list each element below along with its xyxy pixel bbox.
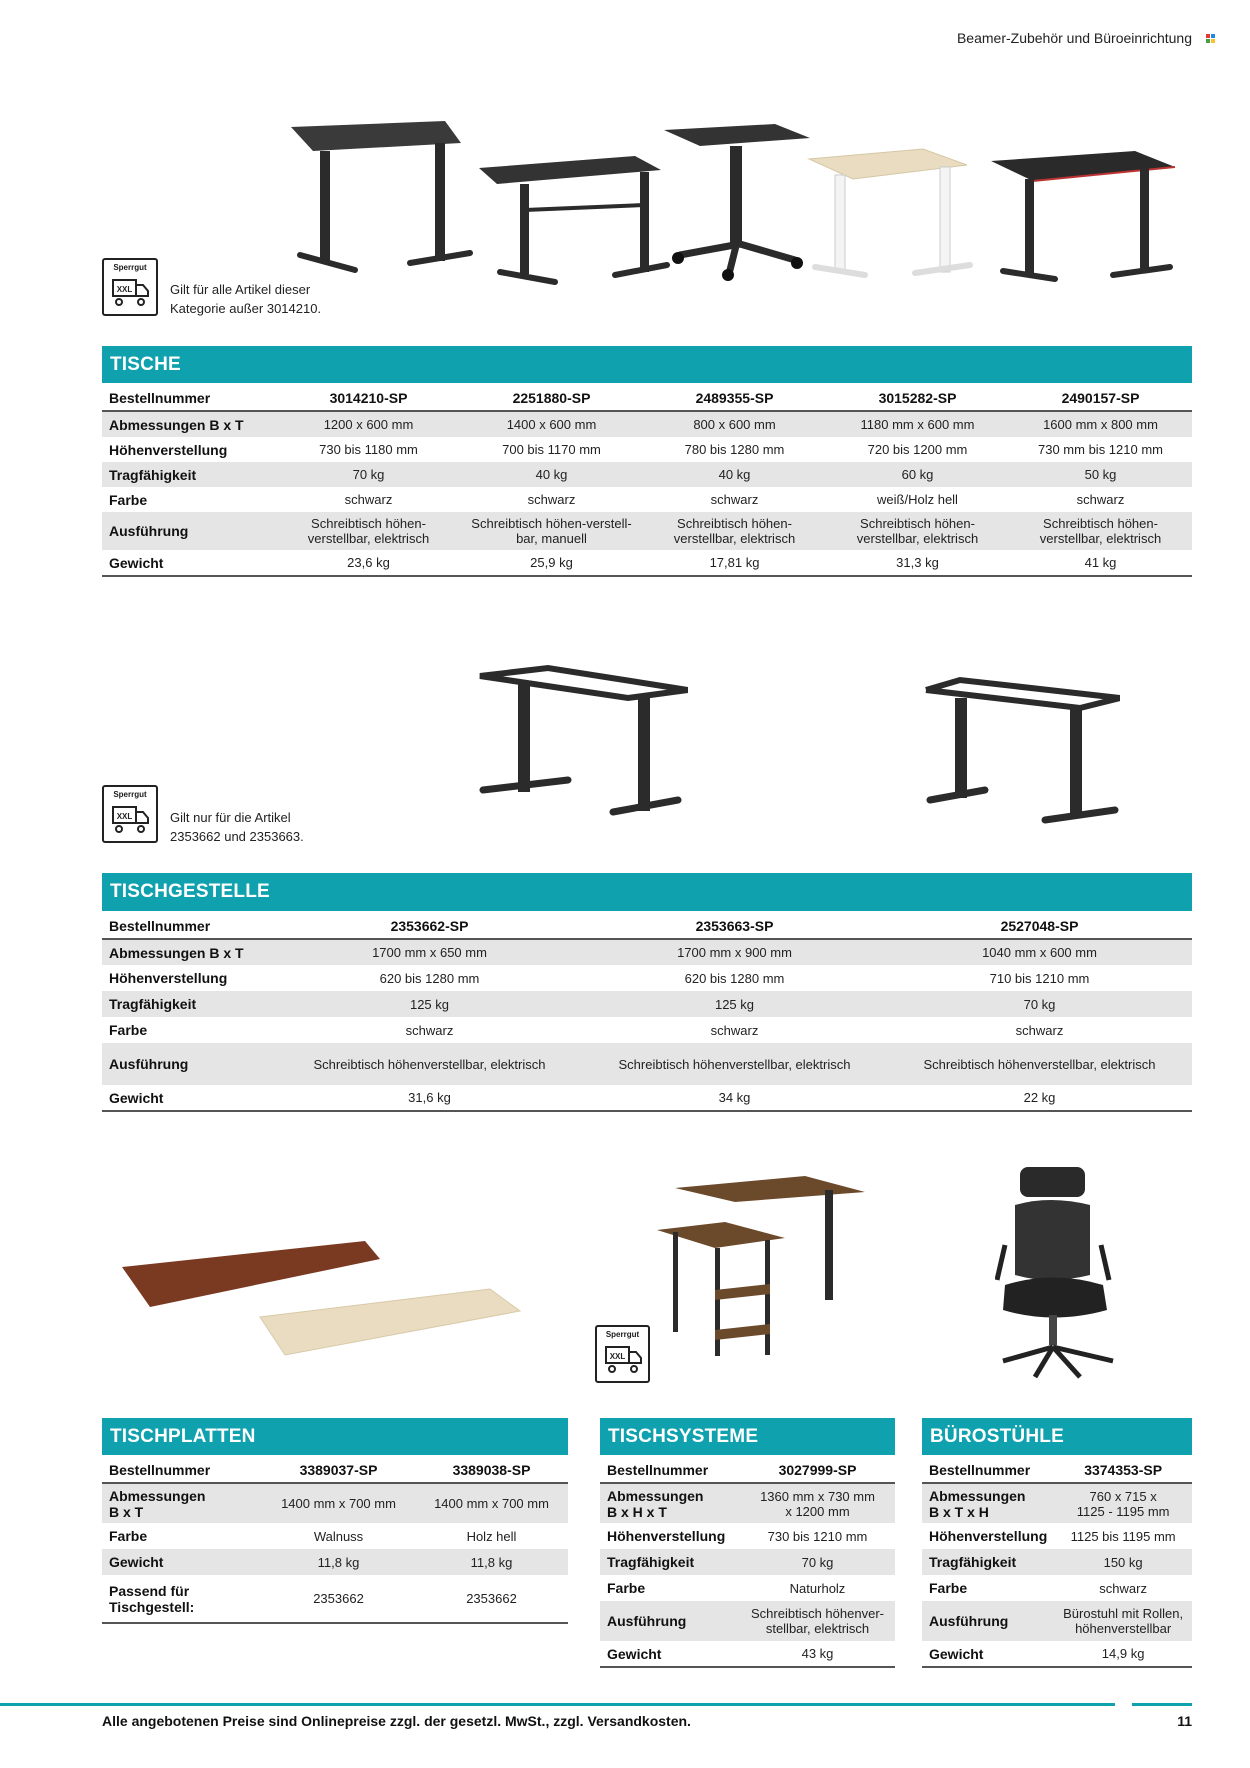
cell-line: Schreibtisch höhen- — [1043, 516, 1158, 531]
footer-line — [0, 1703, 1115, 1706]
sperrgut-badge — [595, 1325, 650, 1383]
tische-badge-note: Gilt für alle Artikel dieser Kategorie außer 3014210. — [170, 282, 322, 316]
row-label: Höhenverstellung — [109, 970, 228, 986]
cell-line: x 1200 mm — [785, 1503, 850, 1519]
cell-value: 31,6 kg — [277, 1085, 582, 1111]
cell-value: 1700 mm x 900 mm — [582, 939, 887, 965]
cell-value — [460, 512, 643, 550]
cell-value: 720 bis 1200 mm — [867, 442, 968, 457]
row-label: Gewicht — [102, 1085, 277, 1111]
cell-value: 125 kg — [277, 991, 582, 1017]
cell-value: Walnuss — [313, 1528, 364, 1544]
cell-value: 620 bis 1280 mm — [379, 970, 480, 986]
cell-value: 2353662-SP — [277, 913, 582, 939]
cell-value: 70 kg — [740, 1549, 895, 1575]
product-image-desk-2489355 — [660, 120, 815, 295]
table-row — [102, 1523, 568, 1549]
table-row — [102, 1457, 568, 1483]
cell-value: 70 kg — [887, 991, 1192, 1017]
sperrgut-badge — [102, 258, 158, 316]
row-label: Ausführung — [600, 1601, 740, 1641]
cell-value: 1200 x 600 mm — [277, 411, 460, 437]
cell-value: 1125 bis 1195 mm — [1070, 1528, 1176, 1544]
table-row — [102, 1043, 1192, 1085]
row-label: Tragfähigkeit — [922, 1549, 1054, 1575]
cell-value: 2353663-SP — [582, 913, 887, 939]
cell-value: 1180 mm x 600 mm — [826, 411, 1009, 437]
table-row — [102, 550, 1192, 576]
cell-line: 1125 - 1195 mm — [1076, 1503, 1170, 1519]
cell-value: 17,81 kg — [643, 550, 826, 576]
row-label: Farbe — [109, 1528, 148, 1544]
row-label: Tragfähigkeit — [600, 1549, 740, 1575]
cell-value: 11,8 kg — [415, 1549, 568, 1575]
cell-line: Schreibtisch höhen- — [311, 516, 426, 531]
row-label: Gewicht — [102, 1549, 262, 1575]
tische-spec-table — [102, 385, 1192, 577]
cell-value: Holz hell — [466, 1528, 517, 1544]
cell-line: verstellbar, elektrisch — [673, 531, 796, 546]
row-label: Farbe — [109, 491, 148, 508]
truck-icon — [605, 1344, 643, 1378]
cell-line: 1360 mm x 730 mm — [760, 1488, 875, 1504]
product-image-frame-2353663 — [920, 670, 1120, 850]
cell-value: 730 mm bis 1210 mm — [1038, 442, 1163, 457]
table-row — [922, 1483, 1192, 1523]
truck-icon — [112, 277, 150, 311]
cell-line: 760 x 715 x — [1089, 1488, 1157, 1504]
cell-line: verstellbar, elektrisch — [307, 531, 430, 546]
table-row — [102, 913, 1192, 939]
cell-value: 3014210-SP — [277, 385, 460, 411]
cell-value — [1009, 512, 1192, 550]
table-row — [600, 1641, 895, 1667]
buerostuehle-spec-table — [922, 1457, 1192, 1668]
table-row — [922, 1523, 1192, 1549]
cell-line: Abmessungen — [109, 1487, 206, 1504]
cell-value: 31,3 kg — [826, 550, 1009, 576]
product-image-desk-system-3027999 — [655, 1160, 865, 1360]
cell-value: 70 kg — [277, 462, 460, 487]
table-row — [102, 991, 1192, 1017]
cell-line: Abmessungen — [929, 1487, 1026, 1504]
table-row — [600, 1483, 895, 1523]
cell-value: 3015282-SP — [826, 385, 1009, 411]
cell-value: schwarz — [710, 1022, 759, 1038]
cell-line: bar, manuell — [516, 531, 587, 546]
cell-value: Schreibtisch höhenverstellbar, elektrisch — [582, 1043, 887, 1085]
row-label: Bestellnummer — [102, 385, 277, 411]
cell-value: schwarz — [710, 492, 759, 507]
cell-line: Passend für — [109, 1582, 190, 1599]
product-image-frame-2353662 — [478, 660, 688, 850]
brand-logo-icon — [1206, 34, 1216, 44]
table-row — [600, 1549, 895, 1575]
page-number: 11 — [1177, 1713, 1192, 1729]
section-title-buerostuehle: BÜROSTÜHLE — [922, 1418, 1192, 1455]
row-label: Ausführung — [102, 512, 277, 550]
cell-value: 25,9 kg — [460, 550, 643, 576]
cell-value: schwarz — [344, 492, 393, 507]
sperrgut-label: Sperrgut — [605, 1330, 640, 1339]
cell-value: 710 bis 1210 mm — [989, 970, 1090, 986]
cell-value — [826, 512, 1009, 550]
cell-value: Naturholz — [789, 1580, 846, 1596]
cell-value: 1400 mm x 700 mm — [262, 1483, 415, 1523]
section-title-tischplatten: TISCHPLATTEN — [102, 1418, 568, 1455]
cell-value: schwarz — [405, 1022, 454, 1038]
row-label: Abmessungen B x T — [102, 411, 277, 437]
table-row — [600, 1575, 895, 1601]
cell-value: 730 bis 1180 mm — [319, 442, 418, 457]
cell-value — [1054, 1601, 1192, 1641]
table-row — [102, 1549, 568, 1575]
cell-line: Abmessungen — [607, 1487, 704, 1504]
cell-line: höhenverstellbar — [1075, 1621, 1172, 1636]
table-row — [922, 1549, 1192, 1575]
table-row — [922, 1457, 1192, 1483]
cell-value: 2490157-SP — [1009, 385, 1192, 411]
cell-value: 3027999-SP — [740, 1457, 895, 1483]
sperrgut-badge — [102, 785, 158, 843]
cell-line: Schreibtisch höhenver- — [751, 1606, 884, 1621]
xxl-code: XXL — [116, 812, 133, 821]
cell-value: 150 kg — [1054, 1549, 1192, 1575]
cell-value: 14,9 kg — [1054, 1641, 1192, 1667]
table-row — [102, 462, 1192, 487]
cell-value: Schreibtisch höhenverstellbar, elektrisch — [887, 1043, 1192, 1085]
cell-line: Bürostuhl mit Rollen, — [1063, 1606, 1184, 1621]
cell-value: 2353662 — [415, 1575, 568, 1623]
cell-value: 3389038-SP — [415, 1457, 568, 1483]
cell-value: 125 kg — [582, 991, 887, 1017]
product-image-office-chair-3374353 — [995, 1165, 1125, 1385]
cell-value: schwarz — [527, 492, 576, 507]
product-image-desk-2490157 — [985, 145, 1180, 290]
table-row — [102, 385, 1192, 411]
cell-value: 3374353-SP — [1054, 1457, 1192, 1483]
product-image-desk-2251880 — [475, 150, 670, 295]
tischplatten-spec-table — [102, 1457, 568, 1624]
table-row — [102, 411, 1192, 437]
section-title-tische: TISCHE — [102, 346, 1192, 383]
cell-value: schwarz — [1015, 1022, 1064, 1038]
row-label — [102, 1575, 262, 1623]
row-label: Bestellnummer — [922, 1457, 1054, 1483]
cell-value: 22 kg — [887, 1085, 1192, 1111]
cell-value: schwarz — [1099, 1580, 1147, 1596]
cell-value: 780 bis 1280 mm — [684, 442, 785, 457]
cell-value: 730 bis 1210 mm — [767, 1528, 868, 1544]
cell-value: 1400 mm x 700 mm — [415, 1483, 568, 1523]
table-row — [102, 965, 1192, 991]
cell-line: Schreibtisch höhen- — [860, 516, 975, 531]
cell-value: 1400 x 600 mm — [460, 411, 643, 437]
row-label — [102, 1483, 262, 1523]
cell-value: 11,8 kg — [262, 1549, 415, 1575]
table-row — [600, 1523, 895, 1549]
row-label: Ausführung — [922, 1601, 1054, 1641]
row-label — [600, 1483, 740, 1523]
cell-value: 2527048-SP — [887, 913, 1192, 939]
row-label: Tragfähigkeit — [102, 462, 277, 487]
row-label: Bestellnummer — [102, 1457, 262, 1483]
page-header-title: Beamer-Zubehör und Büroeinrichtung — [956, 30, 1192, 46]
cell-value — [277, 512, 460, 550]
row-label — [922, 1483, 1054, 1523]
cell-line: verstellbar, elektrisch — [856, 531, 979, 546]
cell-value: schwarz — [1076, 492, 1125, 507]
cell-value: 23,6 kg — [277, 550, 460, 576]
cell-value: 41 kg — [1009, 550, 1192, 576]
cell-value: 40 kg — [643, 462, 826, 487]
cell-line: stellbar, elektrisch — [765, 1621, 870, 1636]
cell-value: 60 kg — [826, 462, 1009, 487]
section-title-tischgestelle: TISCHGESTELLE — [102, 873, 1192, 911]
row-label: Farbe — [109, 1022, 148, 1038]
section-title-tischsysteme: TISCHSYSTEME — [600, 1418, 895, 1455]
cell-value: 1600 mm x 800 mm — [1009, 411, 1192, 437]
row-label: Höhenverstellung — [929, 1528, 1048, 1544]
table-row — [102, 437, 1192, 462]
footer-disclaimer: Alle angebotenen Preise sind Onlinepreise zzgl. der gesetzl. MwSt., zzgl. Versandkosten. — [102, 1713, 691, 1729]
table-row — [102, 1017, 1192, 1043]
cell-value: 2251880-SP — [460, 385, 643, 411]
tischgestelle-spec-table — [102, 913, 1192, 1112]
sperrgut-label: Sperrgut — [113, 790, 147, 799]
cell-value: 43 kg — [740, 1641, 895, 1667]
table-row — [600, 1601, 895, 1641]
cell-line: B x H x T — [607, 1503, 667, 1520]
xxl-code: XXL — [116, 285, 133, 294]
product-image-tabletops — [120, 1235, 530, 1375]
footer-line-right — [1132, 1703, 1192, 1706]
table-row — [102, 1575, 568, 1623]
cell-line: B x T x H — [929, 1503, 989, 1520]
cell-value: 3389037-SP — [262, 1457, 415, 1483]
row-label: Ausführung — [102, 1043, 277, 1085]
table-row — [922, 1641, 1192, 1667]
cell-line: Tischgestell: — [109, 1598, 195, 1615]
table-row — [102, 1483, 568, 1523]
cell-value: 800 x 600 mm — [643, 411, 826, 437]
table-row — [922, 1575, 1192, 1601]
cell-value: 700 bis 1170 mm — [502, 442, 601, 457]
row-label: Farbe — [929, 1580, 968, 1596]
table-row — [922, 1601, 1192, 1641]
cell-value: 1700 mm x 650 mm — [277, 939, 582, 965]
product-image-desk-3015282 — [805, 145, 975, 280]
truck-icon — [112, 804, 150, 838]
cell-value — [643, 512, 826, 550]
cell-value: 2353662 — [262, 1575, 415, 1623]
cell-value: 34 kg — [582, 1085, 887, 1111]
cell-value: 40 kg — [460, 462, 643, 487]
cell-value — [740, 1483, 895, 1523]
row-label: Gewicht — [922, 1641, 1054, 1667]
cell-line: B x T — [109, 1503, 144, 1520]
cell-value: 620 bis 1280 mm — [684, 970, 785, 986]
row-label: Gewicht — [600, 1641, 740, 1667]
row-label: Bestellnummer — [600, 1457, 740, 1483]
product-image-desk-3014210 — [285, 115, 475, 295]
row-label: Höhenverstellung — [109, 441, 228, 458]
cell-value: 50 kg — [1009, 462, 1192, 487]
tischgestelle-badge-note: Gilt nur für die Artikel 2353662 und 2353663. — [170, 810, 304, 844]
row-label: Gewicht — [102, 550, 277, 576]
table-row — [600, 1457, 895, 1483]
row-label: Tragfähigkeit — [102, 991, 277, 1017]
row-label: Höhenverstellung — [607, 1528, 726, 1544]
tischsysteme-spec-table — [600, 1457, 895, 1668]
cell-line: verstellbar, elektrisch — [1039, 531, 1162, 546]
sperrgut-label: Sperrgut — [113, 263, 147, 272]
cell-value — [1054, 1483, 1192, 1523]
cell-line: Schreibtisch höhen-verstell- — [471, 516, 632, 531]
cell-value — [740, 1601, 895, 1641]
cell-line: Schreibtisch höhen- — [677, 516, 792, 531]
table-row — [102, 512, 1192, 550]
cell-value: 1040 mm x 600 mm — [887, 939, 1192, 965]
table-row — [102, 1085, 1192, 1111]
table-row — [102, 487, 1192, 512]
table-row — [102, 939, 1192, 965]
row-label: Abmessungen B x T — [102, 939, 277, 965]
row-label: Bestellnummer — [102, 913, 277, 939]
cell-value: Schreibtisch höhenverstellbar, elektrisch — [277, 1043, 582, 1085]
row-label: Farbe — [607, 1580, 646, 1596]
xxl-code: XXL — [609, 1352, 626, 1361]
cell-value: 2489355-SP — [643, 385, 826, 411]
cell-value: weiß/Holz hell — [877, 492, 958, 507]
